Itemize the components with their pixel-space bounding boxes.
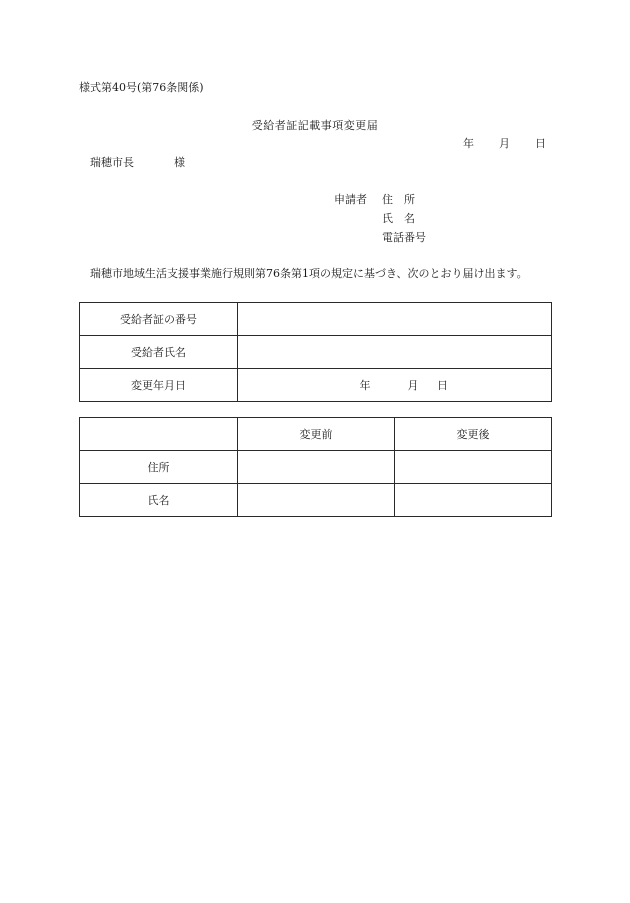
name-after-field[interactable]	[395, 484, 552, 517]
addressee-name: 瑞穂市長	[90, 156, 134, 169]
table-row	[80, 369, 552, 402]
header-after: 変更後	[395, 418, 552, 451]
table-row	[80, 303, 552, 336]
table-row	[80, 484, 552, 517]
date-year-label: 年	[463, 137, 474, 150]
applicant-address-label: 住 所	[382, 193, 415, 206]
change-date-label: 変更年月日	[80, 369, 238, 402]
change-date-month: 月	[407, 379, 419, 392]
recipient-name-field[interactable]	[238, 336, 552, 369]
applicant-block	[334, 193, 426, 250]
date-month-label: 月	[499, 137, 510, 150]
document-title: 受給者証記載事項変更届	[251, 119, 379, 132]
table-header-row	[80, 418, 552, 451]
change-details-table	[79, 417, 552, 517]
applicant-phone-label: 電話番号	[382, 231, 426, 244]
table-row	[80, 451, 552, 484]
address-before-field[interactable]	[238, 451, 395, 484]
header-blank-cell	[80, 418, 238, 451]
header-before: 変更前	[238, 418, 395, 451]
date-day-label: 日	[535, 137, 546, 150]
addressee	[90, 156, 185, 170]
submission-date-line	[463, 137, 546, 151]
recipient-number-label: 受給者証の番号	[80, 303, 238, 336]
form-number: 様式第40号(第76条関係)	[79, 81, 204, 94]
change-date-day: 日	[437, 379, 448, 392]
change-date-year: 年	[359, 379, 371, 392]
recipient-number-field[interactable]	[238, 303, 552, 336]
applicant-role-label: 申請者	[334, 193, 367, 206]
table-row	[80, 336, 552, 369]
addressee-honorific: 様	[174, 156, 185, 169]
address-after-field[interactable]	[395, 451, 552, 484]
recipient-name-label: 受給者氏名	[80, 336, 238, 369]
recipient-info-table	[79, 302, 552, 402]
address-row-label: 住所	[80, 451, 238, 484]
applicant-name-label: 氏 名	[382, 212, 415, 225]
statement-text: 瑞穂市地域生活支援事業施行規則第76条第1項の規定に基づき、次のとおり届け出ます。	[90, 267, 528, 280]
name-row-label: 氏名	[80, 484, 238, 517]
change-date-field[interactable]	[238, 369, 552, 402]
name-before-field[interactable]	[238, 484, 395, 517]
